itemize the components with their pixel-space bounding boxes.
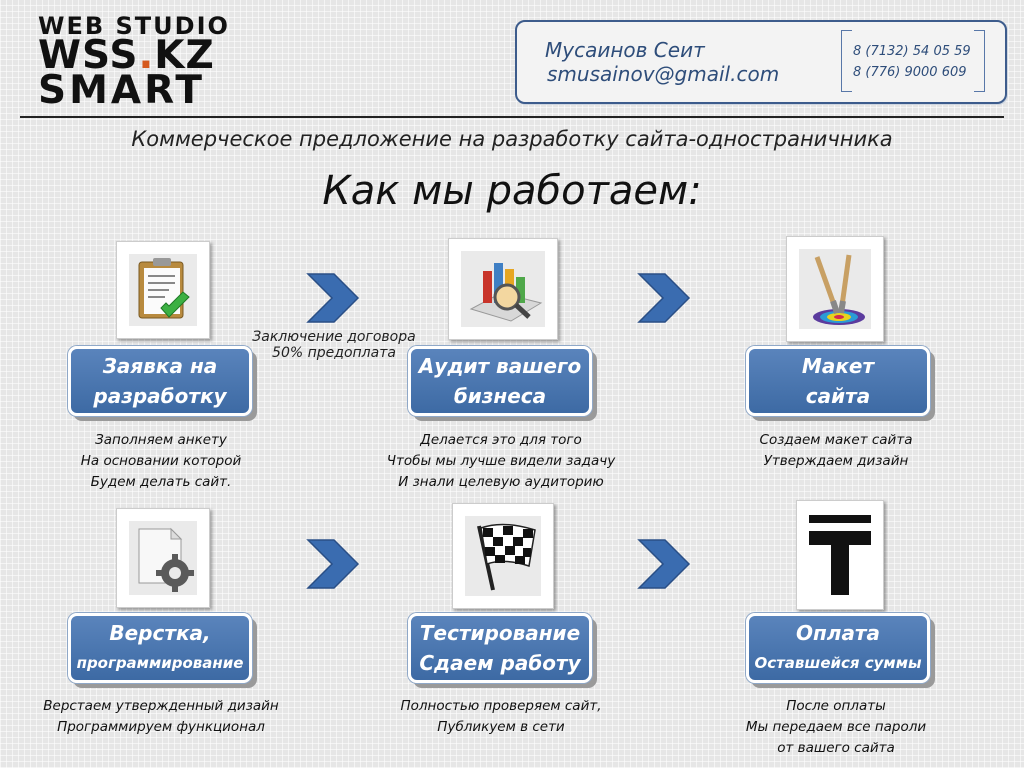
arrow-right-icon bbox=[306, 272, 360, 324]
step-desc-payment bbox=[705, 696, 967, 759]
step-desc-mockup bbox=[705, 430, 967, 472]
step-desc-application bbox=[30, 430, 292, 493]
logo-kz: KZ bbox=[154, 33, 215, 78]
phone-bracket-left bbox=[841, 30, 852, 92]
step-desc-coding bbox=[20, 696, 302, 738]
step-box-coding bbox=[68, 613, 252, 683]
step-title-2: Сдаем работу bbox=[419, 651, 581, 675]
logo-line-1: WEB STUDIO bbox=[38, 12, 230, 40]
desc-line: Заполняем анкету bbox=[95, 432, 227, 448]
desc-line: И знали целевую аудиторию bbox=[398, 474, 604, 490]
step-title-1: Заявка на bbox=[102, 354, 218, 378]
arrow-right-icon bbox=[637, 272, 691, 324]
arrow-right-icon bbox=[637, 538, 691, 590]
desc-line: от вашего сайта bbox=[777, 740, 895, 756]
step-title-1: Верстка, bbox=[109, 621, 211, 645]
step-box-application bbox=[68, 346, 252, 416]
desc-line: Чтобы мы лучше видели задачу bbox=[386, 453, 616, 469]
step-title-2: разработку bbox=[93, 384, 227, 408]
checkered-flag-icon bbox=[452, 503, 554, 609]
phone-2[interactable]: 8 (776) 9000 609 bbox=[853, 65, 967, 80]
desc-line: Верстаем утвержденный дизайн bbox=[43, 698, 279, 714]
logo-line-3: SMART bbox=[38, 68, 205, 113]
step-box-payment bbox=[746, 613, 930, 683]
desc-line: Делается это для того bbox=[420, 432, 582, 448]
logo-wss: WSS bbox=[38, 33, 139, 78]
step-box-testing bbox=[408, 613, 592, 683]
desc-line: Создаем макет сайта bbox=[759, 432, 913, 448]
step-title-2: бизнеса bbox=[453, 384, 547, 408]
note-line-1: Заключение договора bbox=[252, 329, 416, 345]
phone-bracket-right bbox=[974, 30, 985, 92]
step-title-1: Оплата bbox=[795, 621, 881, 645]
contact-name: Мусаинов Сеит bbox=[545, 38, 705, 62]
desc-line: Будем делать сайт. bbox=[90, 474, 232, 490]
contract-note bbox=[245, 329, 423, 361]
phone-block bbox=[839, 30, 987, 94]
desc-line: Программируем функционал bbox=[57, 719, 265, 735]
logo bbox=[38, 12, 248, 113]
brushes-target-icon bbox=[786, 236, 884, 342]
chart-magnifier-icon bbox=[448, 238, 558, 340]
step-desc-testing bbox=[370, 696, 632, 738]
contact-email[interactable]: smusainov@gmail.com bbox=[547, 62, 780, 86]
logo-dot: . bbox=[138, 33, 155, 78]
step-box-mockup bbox=[746, 346, 930, 416]
document-gear-icon bbox=[116, 508, 210, 608]
step-title-2: Оставшейся суммы bbox=[754, 654, 922, 672]
step-title-1: Макет bbox=[801, 354, 875, 378]
step-box-audit bbox=[408, 346, 592, 416]
desc-line: Мы передаем все пароли bbox=[745, 719, 927, 735]
desc-line: После оплаты bbox=[786, 698, 886, 714]
desc-line: На основании которой bbox=[80, 453, 242, 469]
step-desc-audit bbox=[360, 430, 642, 493]
clipboard-check-icon bbox=[116, 241, 210, 339]
subtitle: Коммерческое предложение на разработку сайта-одностраничника bbox=[131, 127, 893, 151]
step-title-2: программирование bbox=[76, 654, 244, 672]
step-title-1: Тестирование bbox=[419, 621, 581, 645]
note-line-2: 50% предоплата bbox=[272, 345, 396, 361]
phone-1[interactable]: 8 (7132) 54 05 59 bbox=[853, 44, 971, 59]
contact-card bbox=[515, 20, 1007, 104]
header-divider bbox=[20, 116, 1004, 118]
step-title-2: сайта bbox=[805, 384, 871, 408]
page-heading: Как мы работаем: bbox=[322, 168, 702, 214]
desc-line: Утверждаем дизайн bbox=[763, 453, 909, 469]
tenge-icon bbox=[796, 500, 884, 610]
desc-line: Полностью проверяем сайт, bbox=[400, 698, 602, 714]
desc-line: Публикуем в сети bbox=[437, 719, 565, 735]
step-title-1: Аудит вашего bbox=[418, 354, 582, 378]
arrow-right-icon bbox=[306, 538, 360, 590]
